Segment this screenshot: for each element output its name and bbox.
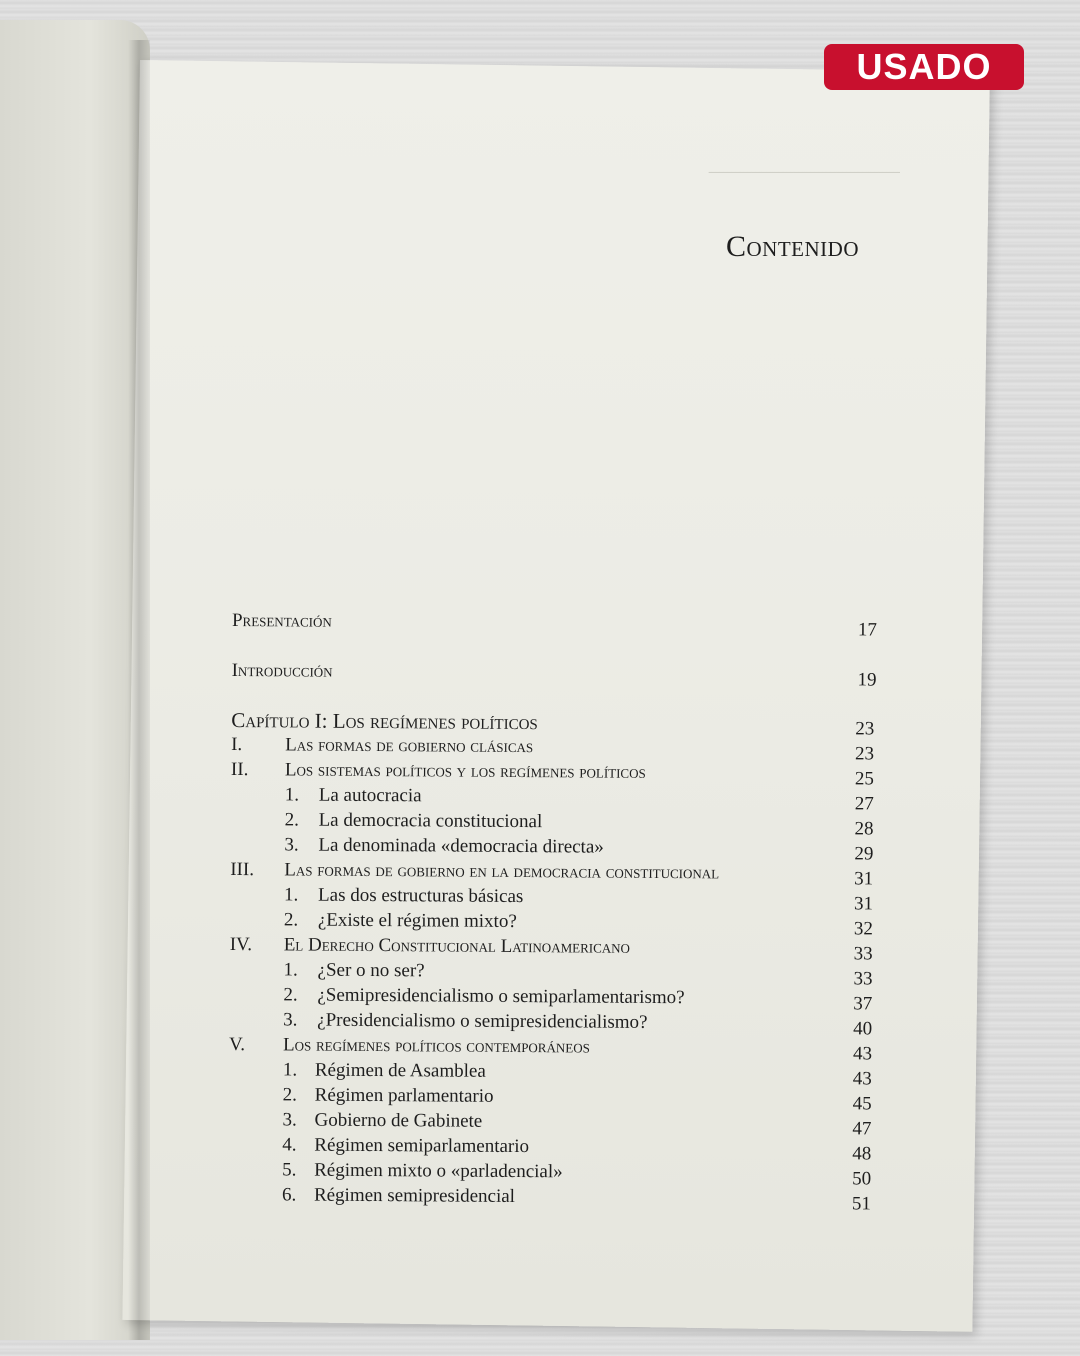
- toc-entry-page: 48: [852, 1143, 872, 1165]
- toc-entry-page: 45: [852, 1093, 872, 1115]
- toc-item-number: 3.: [284, 834, 299, 856]
- toc-entry-page: 19: [857, 669, 877, 691]
- toc-item-number: 3.: [283, 1009, 298, 1031]
- toc-entry-page: 31: [854, 868, 874, 890]
- toc-section-label: El Derecho Constitucional Latinoamericano: [283, 934, 631, 958]
- used-badge: USADO: [824, 44, 1024, 90]
- toc-entry-page: 23: [855, 743, 875, 765]
- toc-item-label: Las dos estructuras básicas: [318, 884, 524, 908]
- toc-section-number: I.: [231, 734, 243, 756]
- toc-chapter-label: Capítulo I: Los regímenes políticos: [231, 708, 538, 735]
- toc-item-number: 4.: [282, 1134, 297, 1156]
- toc-entry-page: 17: [857, 619, 878, 641]
- toc-item-label: ¿Ser o no ser?: [317, 959, 425, 982]
- toc-entry-page: 29: [854, 843, 874, 865]
- toc-item-number: 1.: [284, 784, 300, 806]
- toc-item-number: 2.: [283, 909, 299, 931]
- toc-item-number: 1.: [282, 1059, 298, 1081]
- toc-item-label: Régimen semiparlamentario: [314, 1134, 530, 1158]
- toc-section-label: Las formas de gobierno en la democracia constitucional: [284, 859, 720, 884]
- toc-section-number: II.: [230, 759, 249, 781]
- toc-entry-page: 28: [854, 818, 874, 840]
- toc-item-label: ¿Presidencialismo o semipresidencialismo?: [317, 1009, 648, 1033]
- toc-entry-page: 31: [853, 893, 874, 915]
- toc-entry-page: 43: [852, 1043, 873, 1065]
- toc-item-label: Régimen parlamentario: [314, 1084, 494, 1107]
- toc-item-number: 2.: [284, 809, 299, 831]
- toc-item-label: ¿Semipresidencialismo o semiparlamentarismo?: [317, 984, 685, 1009]
- toc-item-number: 2.: [283, 984, 298, 1006]
- toc-item-number: 1.: [284, 884, 299, 906]
- toc-entry-page: 33: [853, 943, 873, 965]
- toc-entry-page: 32: [853, 918, 873, 940]
- toc-entry-page: 33: [853, 968, 873, 990]
- toc-section-label: Los regímenes políticos contemporáneos: [282, 1034, 590, 1058]
- toc-section-label: Las formas de gobierno clásicas: [285, 734, 534, 758]
- page-title: Contenido: [726, 230, 859, 263]
- toc-section-number: IV.: [229, 934, 253, 956]
- toc-item-number: 3.: [282, 1109, 297, 1131]
- toc-item-label: ¿Existe el régimen mixto?: [317, 909, 517, 933]
- toc-item-label: La denominada «democracia directa»: [318, 834, 604, 858]
- toc-item-label: Régimen de Asamblea: [314, 1059, 486, 1082]
- toc-item-label: Gobierno de Gabinete: [314, 1109, 483, 1132]
- toc-item-label: Régimen mixto o «parladencial»: [314, 1159, 563, 1183]
- toc-entry-page: 50: [852, 1168, 872, 1190]
- toc-item-label: La autocracia: [318, 784, 422, 807]
- toc-entry-page: 51: [851, 1193, 872, 1215]
- toc-entry-page: 43: [852, 1068, 872, 1090]
- toc-item-number: 6.: [281, 1184, 297, 1206]
- toc-section-number: III.: [230, 859, 255, 881]
- toc-item-number: 1.: [283, 959, 298, 981]
- toc-section-label: Los sistemas políticos y los regímenes políticos: [284, 759, 646, 783]
- toc-entry-label: Presentación: [231, 610, 332, 632]
- toc-item-number: 5.: [282, 1159, 297, 1181]
- toc-item-number: 2.: [282, 1084, 298, 1106]
- toc-entry-page: 40: [853, 1018, 873, 1040]
- toc-entry-page: 47: [852, 1118, 872, 1140]
- toc-entry-label: Introducción: [231, 660, 333, 682]
- toc-entry-page: 27: [854, 793, 874, 815]
- toc-entry-page: 37: [853, 993, 873, 1015]
- bleed-through-text: ──────────────────: [708, 165, 900, 181]
- toc-section-number: V.: [228, 1034, 246, 1056]
- toc-entry-page: 25: [854, 768, 874, 790]
- toc-item-label: La democracia constitucional: [318, 809, 543, 833]
- toc-entry-page: 23: [855, 718, 875, 740]
- toc-item-label: Régimen semipresidencial: [313, 1184, 516, 1208]
